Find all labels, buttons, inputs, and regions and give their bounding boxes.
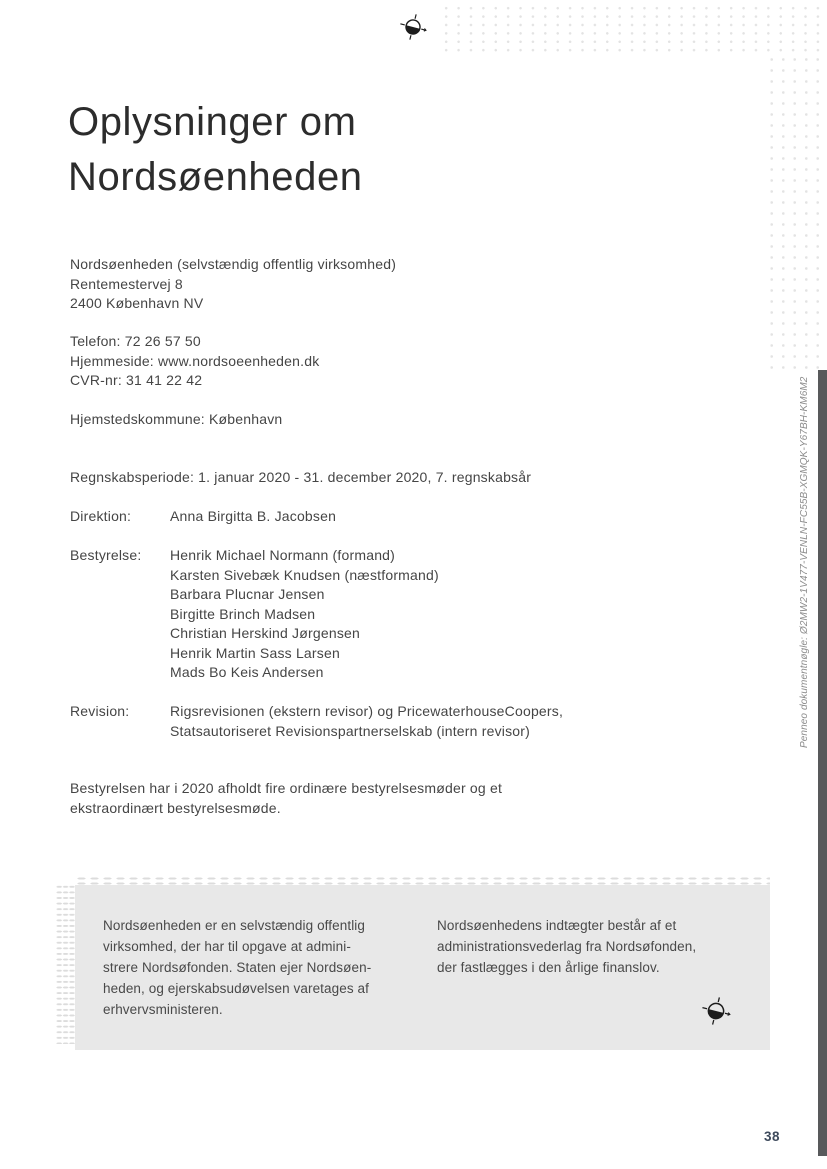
bestyrelse-label: Bestyrelse: [70, 547, 142, 563]
bestyrelse-list [170, 546, 630, 683]
revision-label: Revision: [70, 703, 130, 719]
dash-pattern-left [56, 884, 75, 1044]
revision-line: Rigsrevisionen (ekstern revisor) og PricewaterhouseCoopers, [170, 703, 564, 719]
page-number: 38 [764, 1129, 781, 1144]
meetings-note-line: Bestyrelsen har i 2020 afholdt fire ordinære bestyrelsesmøder og et [70, 780, 503, 796]
info-left-line: heden, og ejerskabsudøvelsen varetages af [103, 981, 370, 996]
info-left-line: virksomhed, der har til opgave at admini- [103, 939, 351, 954]
direktion-label: Direktion: [70, 508, 132, 524]
page-title [68, 95, 363, 205]
website-line: Hjemmeside: www.nordsoeenheden.dk [70, 352, 320, 369]
direktion-value: Anna Birgitta B. Jacobsen [170, 508, 337, 524]
dot-pattern-right [766, 54, 827, 372]
info-right-line: Nordsøenhedens indtægter består af et [437, 918, 677, 933]
info-right-line: administrationsvederlag fra Nordsøfonden, [437, 939, 697, 954]
company-name-line: Nordsøenheden (selvstændig offentlig virksomhed) [70, 256, 397, 272]
dot-pattern-top [440, 4, 827, 56]
phone-line: Telefon: 72 26 57 50 [70, 333, 201, 349]
info-right-line: der fastlægges i den årlige finanslov. [437, 960, 660, 975]
right-edge-bar [818, 370, 827, 1156]
accounting-period-line: Regnskabsperiode: 1. januar 2020 - 31. december 2020, 7. regnskabsår [70, 469, 532, 485]
dash-pattern-top [75, 876, 770, 885]
revision-value [170, 702, 630, 741]
info-box [75, 885, 770, 1050]
street-line: Rentemestervej 8 [70, 275, 183, 292]
info-left-line: Nordsøenheden er en selvstændig offentlig [103, 918, 366, 933]
contact-block [70, 332, 319, 391]
penneo-document-key: Penneo dokumentnøgle: Ø2MW2-1V477-VENLN-FC55B-XGMQK-Y67BH-KM6M2 [799, 376, 810, 748]
info-left-line: erhvervsministeren. [103, 1002, 223, 1017]
board-member: Birgitte Brinch Madsen [170, 605, 316, 622]
meetings-note-line: ekstraordinært bestyrelsesmøde. [70, 799, 281, 816]
board-member: Karsten Sivebæk Knudsen (næstformand) [170, 566, 439, 583]
meetings-note [70, 779, 502, 818]
municipality-line: Hjemstedskommune: København [70, 411, 283, 427]
page-title-line1: Oplysninger om [68, 100, 357, 144]
board-member: Henrik Martin Sass Larsen [170, 644, 340, 661]
compass-logo-icon [396, 10, 430, 49]
info-box-right-column [437, 915, 739, 1020]
info-left-line: strere Nordsøfonden. Staten ejer Nordsøen- [103, 960, 372, 975]
address-block [70, 255, 396, 314]
cvr-line: CVR-nr: 31 41 22 42 [70, 372, 203, 388]
board-member: Mads Bo Keis Andersen [170, 664, 324, 680]
info-box-left-column [103, 915, 405, 1020]
city-line: 2400 København NV [70, 295, 204, 311]
revision-line: Statsautoriseret Revisionspartnerselskab (intern revisor) [170, 722, 530, 739]
compass-logo-icon [698, 993, 734, 1034]
board-member: Christian Herskind Jørgensen [170, 625, 361, 641]
board-member: Henrik Michael Normann (formand) [170, 547, 396, 563]
page-title-line2: Nordsøenheden [68, 155, 363, 199]
board-member: Barbara Plucnar Jensen [170, 586, 325, 602]
